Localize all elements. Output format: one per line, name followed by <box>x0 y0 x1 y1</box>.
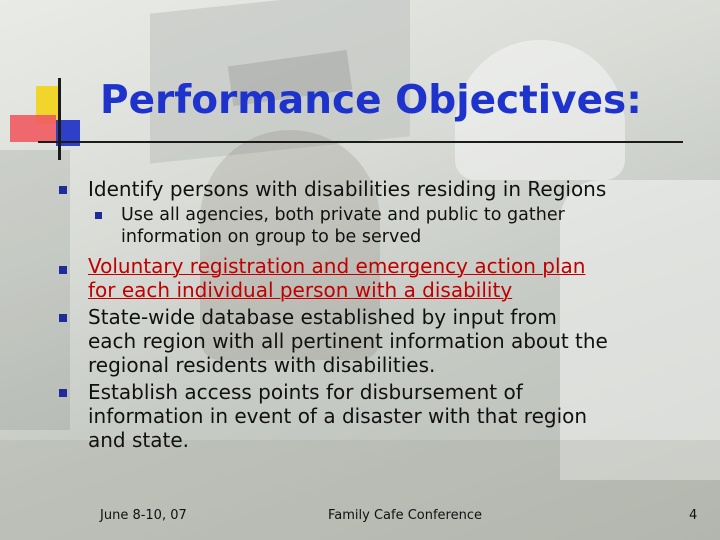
bullet-marker <box>59 266 67 274</box>
bullet-text-line1: Establish access points for disbursement of <box>88 380 523 404</box>
sub-bullet-text-line2: information on group to be served <box>121 227 422 247</box>
bullet-text: Identify persons with disabilities residing in Regions <box>88 177 607 201</box>
registration-link-line2[interactable]: for each individual person with a disability <box>88 278 513 302</box>
logo-red-block <box>10 115 56 142</box>
bullet-text-line3: regional residents with disabilities. <box>88 353 436 377</box>
bullet-text-line1: State-wide database established by input from <box>88 305 557 329</box>
sub-bullet-marker <box>95 212 102 219</box>
footer-event: Family Cafe Conference <box>328 508 483 523</box>
bullet-text-line2: each region with all pertinent information about the <box>88 329 608 353</box>
bullet-text-line2: information in event of a disaster with that region <box>88 404 588 428</box>
footer-date: June 8-10, 07 <box>100 508 187 523</box>
sub-bullet-text-line1: Use all agencies, both private and public to gather <box>121 205 565 225</box>
slide-title: Performance Objectives: <box>100 78 642 123</box>
background-ground <box>0 440 720 540</box>
bullet-marker <box>59 389 67 397</box>
title-underline-rule <box>38 141 683 143</box>
registration-link-line1[interactable]: Voluntary registration and emergency action plan <box>88 254 586 278</box>
footer-page-number: 4 <box>689 508 698 523</box>
bullet-marker <box>59 186 67 194</box>
bullet-marker <box>59 314 67 322</box>
bullet-text-line3: and state. <box>88 428 190 452</box>
logo-vertical-line <box>58 78 61 160</box>
